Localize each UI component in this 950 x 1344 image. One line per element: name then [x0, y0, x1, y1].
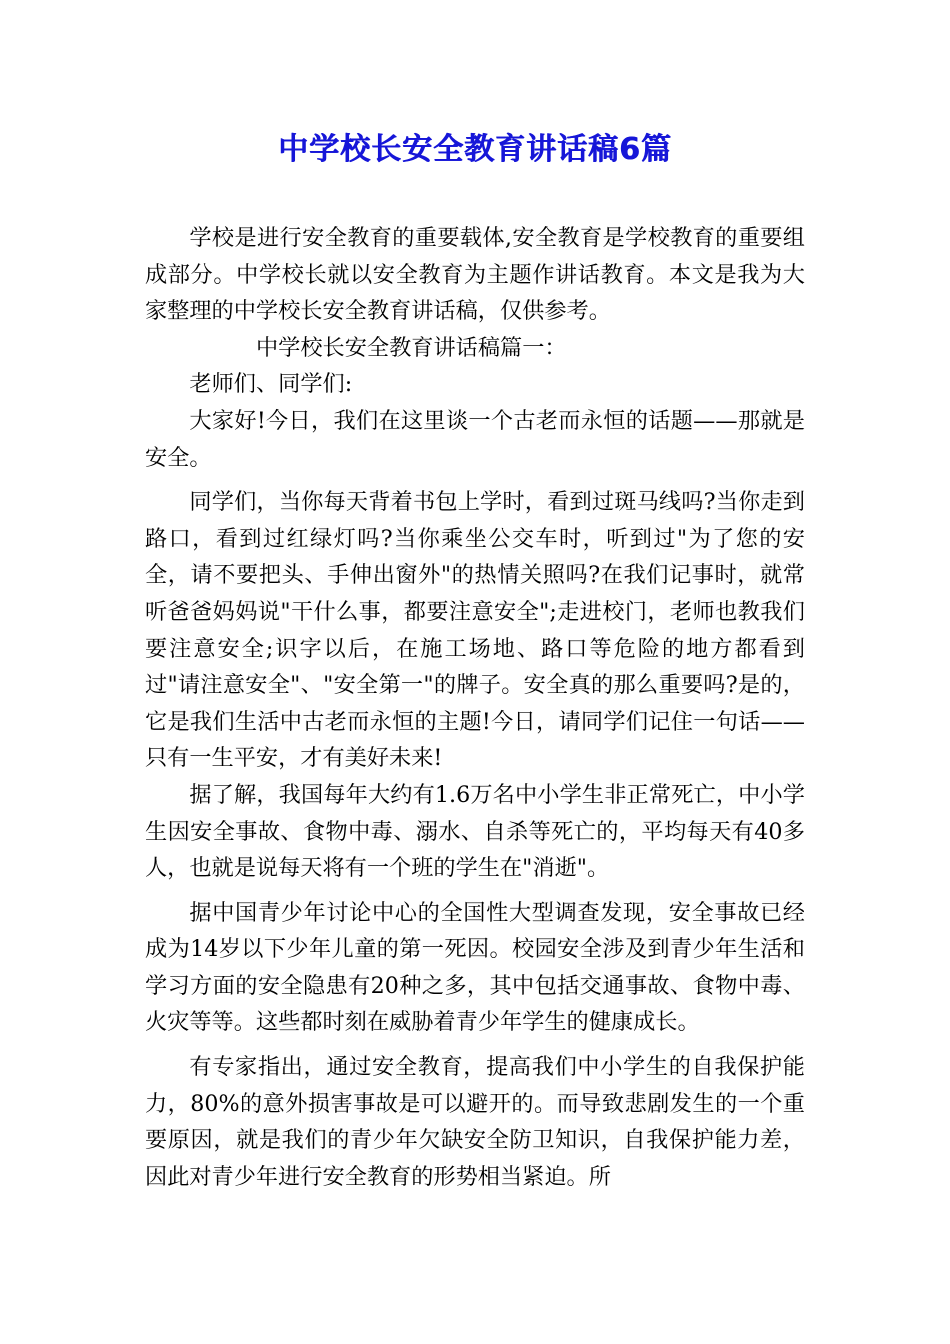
- body-paragraph: 据了解，我国每年大约有1.6万名中小学生非正常死亡，中小学生因安全事故、食物中毒、溺水、自杀等死亡的，平均每天有40多人，也就是说每天将有一个班的学生在"消逝"。: [145, 781, 805, 882]
- salutation: 老师们、同学们:: [189, 371, 353, 398]
- document-title: 中学校长安全教育讲话稿6篇: [278, 132, 672, 167]
- body-paragraph: 据中国青少年讨论中心的全国性大型调查发现，安全事故已经成为14岁以下少年儿童的第一死因。校园安全涉及到青少年生活和学习方面的安全隐患有20种之多，其中包括交通事故、食物中毒、火灾等等。这些都时刻在威胁着青少年学生的健康成长。: [145, 899, 805, 1036]
- intro-paragraph: 学校是进行安全教育的重要载体,安全教育是学校教育的重要组成部分。中学校长就以安全教育为主题作讲话教育。本文是我为大家整理的中学校长安全教育讲话稿，仅供参考。: [145, 225, 805, 325]
- body-paragraph: 有专家指出，通过安全教育，提高我们中小学生的自我保护能力，80%的意外损害事故是可以避开的。而导致悲剧发生的一个重要原因，就是我们的青少年欠缺安全防卫知识，自我保护能力差，因此对青少年进行安全教育的形势相当紧迫。所: [145, 1054, 805, 1190]
- document-body: [145, 220, 805, 1195]
- body-paragraph: 同学们，当你每天背着书包上学时，看到过斑马线吗?当你走到路口，看到过红绿灯吗?当你乘坐公交车时，听到过"为了您的安全，请不要把头、手伸出窗外"的热情关照吗?在我们记事时，就常听爸爸妈妈说"干什么事，都要注意安全";走进校门，老师也教我们要注意安全;识字以后，在施工场地、路口等危险的地方都看到过"请注意安全"、"安全第一"的牌子。安全真的那么重要吗?是的，它是我们生活中古老而永恒的主题!今日，请同学们记住一句话——只有一生平安，才有美好未来!: [145, 489, 805, 772]
- section-heading: 中学校长安全教育讲话稿篇一：: [256, 334, 567, 361]
- greeting-paragraph: 大家好!今日，我们在这里谈一个古老而永恒的话题——那就是安全。: [145, 407, 805, 471]
